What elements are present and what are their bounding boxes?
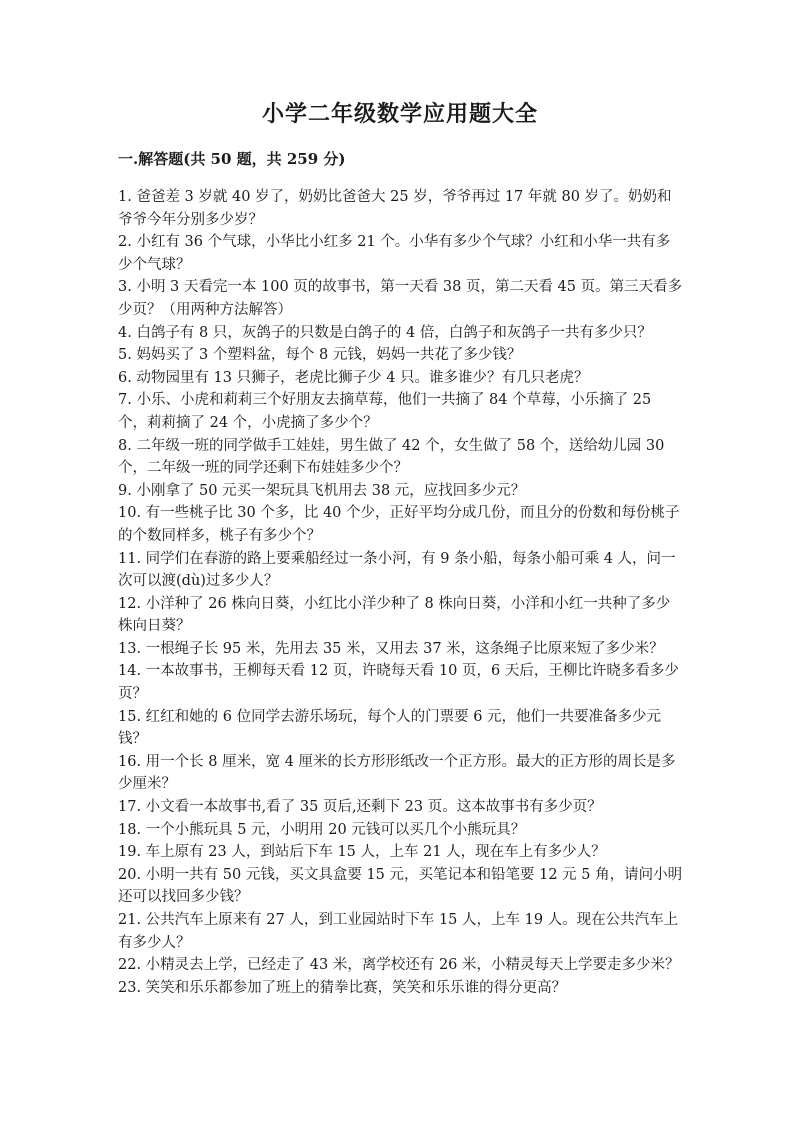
question-item: 17. 小文看一本故事书,看了 35 页后,还剩下 23 页。这本故事书有多少页？ — [118, 799, 602, 816]
question-item: 19. 车上原有 23 人，到站后下车 15 人，上车 21 人，现在车上有多少人？ — [118, 844, 606, 861]
question-item: 14. 一本故事书，王柳每天看 12 页，许晓每天看 10 页，6 天后，王柳比许晓多看多少页？ — [118, 663, 679, 703]
question-item: 21. 公共汽车上原来有 27 人，到工业园站时下车 15 人，上车 19 人。现在公共汽车上有多少人？ — [118, 912, 679, 951]
question-list — [118, 186, 684, 999]
question-item: 7. 小乐、小虎和莉莉三个好朋友去摘草莓，他们一共摘了 84 个草莓，小乐摘了 25 个，莉莉摘了 24 个，小虎摘了多少个？ — [118, 392, 652, 431]
question-item: 9. 小刚拿了 50 元买一架玩具飞机用去 38 元，应找回多少元？ — [118, 482, 526, 499]
question-item: 20. 小明一共有 50 元钱，买文具盒要 15 元，买笔记本和铅笔要 12 元 5 角，请问小明还可以找回多少钱？ — [118, 866, 683, 906]
question-item: 3. 小明 3 天看完一本 100 页的故事书，第一天看 38 页，第二天看 45 页。第三天看多少页？（用两种方法解答） — [118, 279, 683, 318]
question-item: 8. 二年级一班的同学做手工娃娃，男生做了 42 个，女生做了 58 个，送给幼儿园 30 个，二年级一班的同学还剩下布娃娃多少个？ — [118, 437, 665, 477]
question-item: 6. 动物园里有 13 只狮子，老虎比狮子少 4 只。谁多谁少？有几只老虎？ — [118, 369, 589, 386]
question-item: 18. 一个小熊玩具 5 元，小明用 20 元钱可以买几个小熊玩具？ — [118, 821, 526, 838]
question-item: 22. 小精灵去上学，已经走了 43 米，离学校还有 26 米，小精灵每天上学要走多少米？ — [118, 957, 680, 974]
question-item: 16. 用一个长 8 厘米，宽 4 厘米的长方形形纸改一个正方形。最大的正方形的周长是多少厘米？ — [118, 753, 676, 793]
question-item: 11. 同学们在春游的路上要乘船经过一条小河，有 9 条小船，每条小船可乘 4 人，问一次可以渡(dù)过多少人？ — [118, 550, 676, 590]
question-item: 4. 白鸽子有 8 只，灰鸽子的只数是白鸽子的 4 倍，白鸽子和灰鸽子一共有多少只？ — [118, 324, 652, 341]
question-item: 1. 爸爸差 3 岁就 40 岁了，奶奶比爸爸大 25 岁，爷爷再过 17 年就 80 岁了。奶奶和爷爷今年分别多少岁？ — [118, 189, 672, 228]
question-item: 5. 妈妈买了 3 个塑料盆，每个 8 元钱，妈妈一共花了多少钱？ — [118, 347, 522, 364]
question-item: 2. 小红有 36 个气球，小华比小红多 21 个。小华有多少个气球？小红和小华一共有多少个气球？ — [118, 234, 671, 273]
page-title: 小学二年级数学应用题大全 — [261, 101, 538, 127]
question-item: 10. 有一些桃子比 30 个多，比 40 个少，正好平均分成几份，而且分的份数和每份桃子的个数同样多，桃子有多少个？ — [118, 505, 680, 544]
question-item: 15. 红红和她的 6 位同学去游乐场玩，每个人的门票要 6 元，他们一共要准备多少元钱？ — [118, 708, 662, 748]
section-heading: 一.解答题(共 50 题，共 259 分) — [118, 150, 346, 168]
question-item: 23. 笑笑和乐乐都参加了班上的猜拳比赛，笑笑和乐乐谁的得分更高？ — [118, 979, 567, 996]
question-item: 13. 一根绳子长 95 米，先用去 35 米，又用去 37 米，这条绳子比原来短了多少米？ — [118, 640, 664, 657]
question-item: 12. 小洋种了 26 株向日葵，小红比小洋少种了 8 株向日葵，小洋和小红一共种了多少株向日葵？ — [118, 595, 671, 635]
